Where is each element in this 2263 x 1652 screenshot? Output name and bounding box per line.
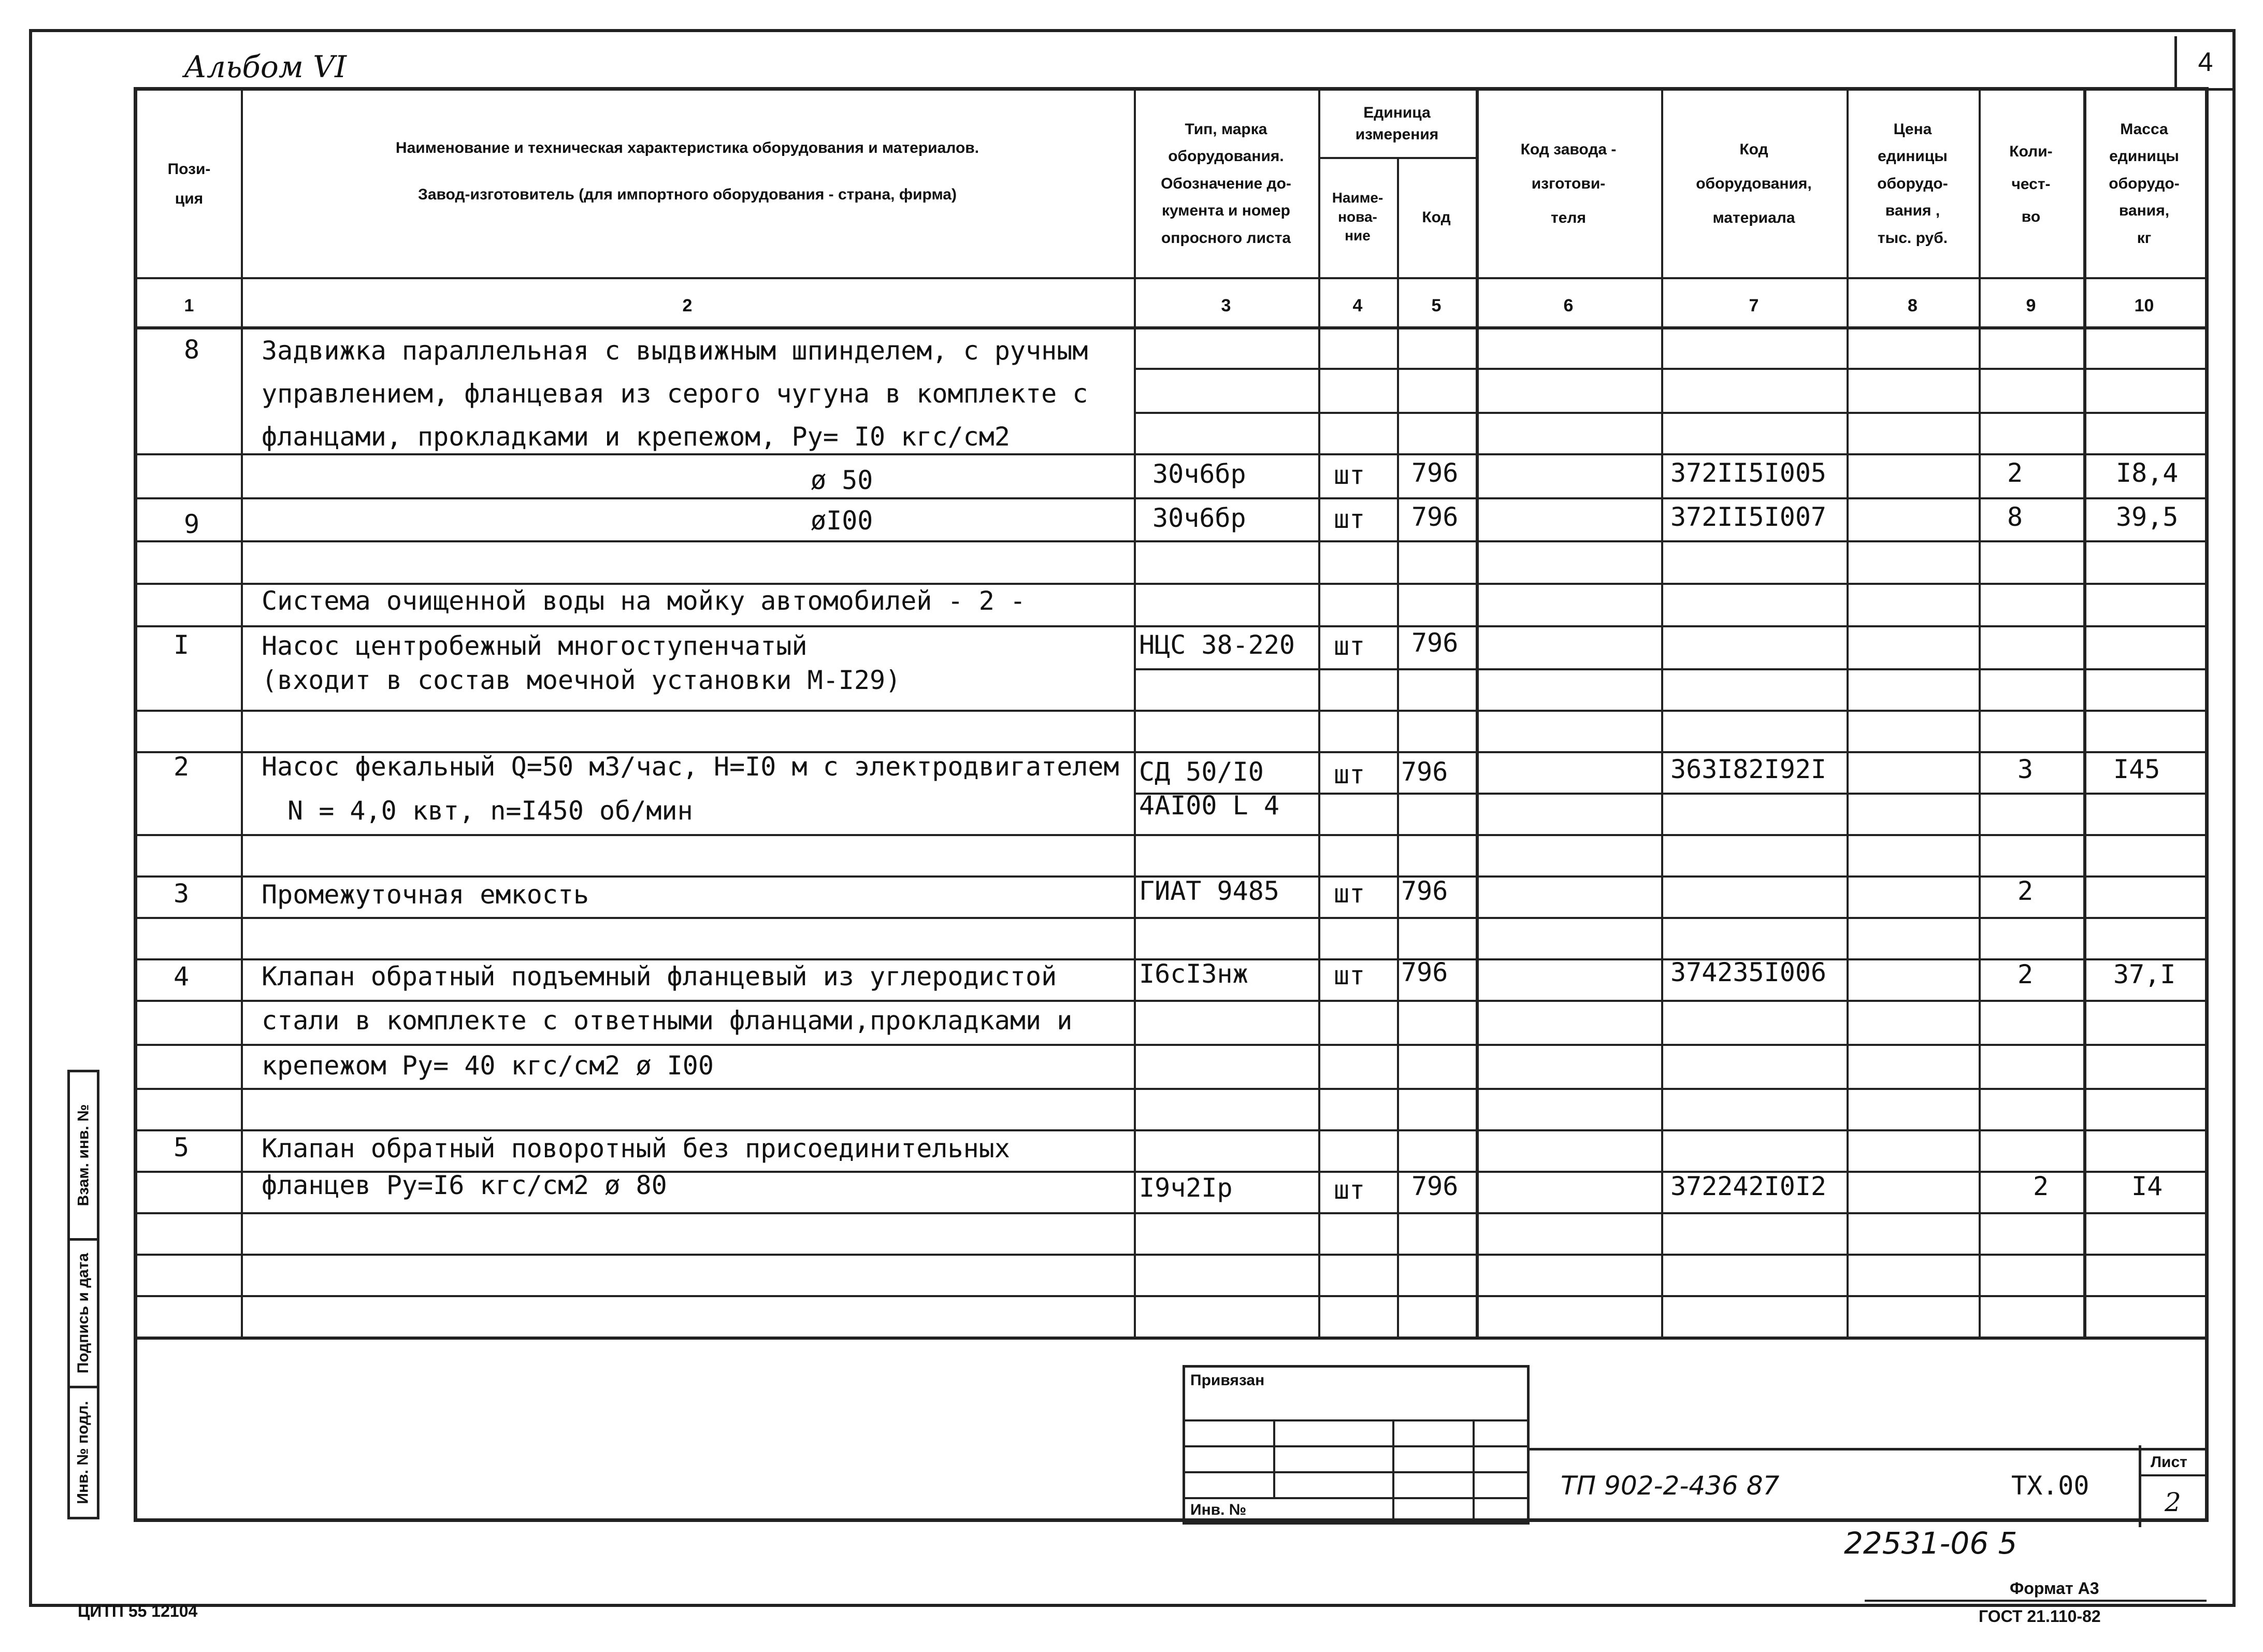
row-line bbox=[1134, 793, 2205, 795]
col-number: 4 bbox=[1352, 295, 1363, 315]
col-number: 3 bbox=[1221, 295, 1231, 315]
header-quantity: Коли- чест- во bbox=[2009, 142, 2053, 225]
row-code: 796 bbox=[1401, 876, 1448, 906]
side-stamp-replaced-inv bbox=[67, 1070, 99, 1241]
row-mass: I8,4 bbox=[2116, 458, 2179, 488]
side-stamp-label: Подпись и дата bbox=[75, 1253, 92, 1374]
row-code: 796 bbox=[1401, 957, 1448, 987]
document-code: ТП 902-2-436 87 bbox=[1561, 1471, 1780, 1501]
row-unit: шт bbox=[1334, 879, 1365, 909]
row-size: øI00 bbox=[811, 506, 873, 536]
row-unit: шт bbox=[1334, 759, 1365, 789]
stamp-line bbox=[1185, 1419, 1527, 1421]
format-label: Формат А3 bbox=[2010, 1579, 2099, 1598]
header-name-line1: Наименование и техническая характеристика оборудования и материалов. bbox=[395, 139, 979, 156]
row-eqcode: 372II5I005 bbox=[1670, 458, 1827, 488]
side-stamp-label: Инв. № подл. bbox=[75, 1401, 92, 1504]
stamp-sep bbox=[1473, 1419, 1475, 1523]
row-line bbox=[1134, 412, 2205, 414]
row-line bbox=[137, 497, 2205, 499]
row-name: Насос центробежный многоступенчатый bbox=[262, 631, 808, 661]
document-mark: ТХ.00 bbox=[2011, 1471, 2089, 1501]
stamp-line bbox=[1185, 1497, 1527, 1499]
row-position: 2 bbox=[174, 752, 190, 782]
stamp-sep bbox=[1392, 1419, 1394, 1523]
row-qty: 2 bbox=[2007, 458, 2023, 488]
col-number: 2 bbox=[682, 295, 693, 315]
stamp-sep bbox=[1273, 1419, 1275, 1497]
row-mass: 39,5 bbox=[2116, 502, 2179, 532]
row-position: 5 bbox=[174, 1132, 190, 1162]
row-qty: 2 bbox=[2033, 1171, 2049, 1201]
table-body-bottom bbox=[137, 1337, 2205, 1340]
row-line bbox=[137, 625, 2205, 627]
row-unit: шт bbox=[1334, 631, 1365, 661]
row-name: Клапан обратный поворотный без присоединительных bbox=[262, 1133, 1010, 1163]
header-unit-name: Наиме- нова- ние bbox=[1332, 190, 1383, 244]
col-number: 6 bbox=[1563, 295, 1574, 315]
row-qty: 2 bbox=[2017, 959, 2034, 989]
specification-table bbox=[134, 87, 2209, 1522]
row-line bbox=[137, 583, 2205, 585]
side-stamp-original-inv bbox=[67, 1386, 99, 1519]
row-name: крепежом Ру= 40 кгс/см2 ø I00 bbox=[262, 1051, 714, 1081]
stamp-line bbox=[1185, 1471, 1527, 1473]
row-type: 30ч6бр bbox=[1152, 459, 1246, 489]
row-name: Насос фекальный Q=50 м3/час, H=I0 м с электродвигателем bbox=[262, 752, 1119, 782]
header-price: Цена единицы оборудо- вания , тыс. руб. bbox=[1877, 120, 1948, 247]
stamp-line bbox=[1185, 1445, 1527, 1447]
row-position: I bbox=[174, 630, 190, 660]
row-type: 30ч6бр bbox=[1152, 503, 1246, 533]
row-name: управлением, фланцевая из серого чугуна в комплекте с bbox=[262, 379, 1088, 409]
row-line bbox=[137, 1044, 2205, 1046]
side-stamp-signature bbox=[67, 1238, 99, 1388]
row-position: 8 bbox=[184, 335, 200, 365]
col-sep bbox=[1397, 158, 1399, 1337]
row-type: СД 50/I0 bbox=[1139, 757, 1264, 787]
title-block bbox=[1530, 1448, 2205, 1525]
row-unit: шт bbox=[1334, 504, 1365, 534]
sheet-value: 2 bbox=[2165, 1487, 2181, 1517]
col-number: 9 bbox=[2026, 295, 2036, 315]
row-line bbox=[137, 1088, 2205, 1090]
row-type-motor: 4AI00 L 4 bbox=[1139, 791, 1279, 821]
row-code: 796 bbox=[1411, 458, 1459, 488]
row-eqcode: 372242I0I2 bbox=[1670, 1171, 1827, 1201]
row-line bbox=[137, 834, 2205, 836]
row-line bbox=[137, 1295, 2205, 1297]
row-line bbox=[137, 710, 2205, 712]
row-name: N = 4,0 квт, n=I450 об/мин bbox=[287, 796, 693, 826]
archive-number: 22531-06 5 bbox=[1844, 1526, 2017, 1561]
row-line bbox=[137, 917, 2205, 919]
row-name: (входит в состав моечной установки М-I29) bbox=[262, 665, 901, 695]
row-unit: шт bbox=[1334, 960, 1365, 990]
header-type: Тип, марка оборудования. Обозначение до- кумента и номер опросного листа bbox=[1161, 120, 1291, 247]
row-qty: 3 bbox=[2017, 754, 2034, 784]
row-name: Клапан обратный подъемный фланцевый из углеродистой bbox=[262, 961, 1057, 992]
row-type: I9ч2Iр bbox=[1139, 1173, 1233, 1203]
row-line bbox=[137, 1000, 2205, 1002]
header-unit-group: Единица измерения bbox=[1355, 104, 1439, 143]
row-size: ø 50 bbox=[811, 465, 873, 495]
row-position: 9 bbox=[184, 509, 200, 539]
header-name-line2: Завод-изготовитель (для импортного оборудования - страна, фирма) bbox=[418, 185, 957, 203]
row-code: 796 bbox=[1411, 502, 1459, 532]
gost-label: ГОСТ 21.110-82 bbox=[1979, 1607, 2101, 1626]
row-line bbox=[137, 1129, 2205, 1131]
row-line bbox=[137, 540, 2205, 542]
row-line bbox=[1134, 368, 2205, 370]
row-unit: шт bbox=[1334, 1175, 1365, 1205]
stamp-line bbox=[2141, 1474, 2205, 1476]
header-equipment-code: Код оборудования, материала bbox=[1696, 141, 1812, 226]
row-name: фланцами, прокладками и крепежом, Ру= I0 кгс/см2 bbox=[262, 422, 1010, 452]
row-position: 4 bbox=[174, 961, 190, 992]
row-line bbox=[137, 1212, 2205, 1214]
album-label: Альбом VI bbox=[184, 49, 347, 84]
header-unit-code: Код bbox=[1422, 208, 1451, 226]
col-number: 10 bbox=[2134, 295, 2154, 315]
row-name: фланцев Ру=I6 кгс/см2 ø 80 bbox=[262, 1170, 667, 1200]
sheet-box bbox=[2139, 1445, 2205, 1527]
footer-rule bbox=[1865, 1600, 2207, 1602]
row-line bbox=[137, 453, 2205, 455]
row-eqcode: 363I82I92I bbox=[1670, 754, 1827, 784]
header-bottom bbox=[137, 277, 2205, 279]
row-type: ГИАТ 9485 bbox=[1139, 876, 1279, 906]
row-name: стали в комплекте с ответными фланцами,прокладками и bbox=[262, 1005, 1073, 1036]
row-line bbox=[1134, 668, 2205, 670]
section-title: Система очищенной воды на мойку автомобилей - 2 - bbox=[262, 586, 1026, 616]
header-position: Пози- ция bbox=[167, 161, 211, 207]
row-qty: 8 bbox=[2007, 502, 2023, 532]
header-mass: Масса единицы оборудо- вания, кг bbox=[2109, 120, 2180, 247]
row-mass: I4 bbox=[2131, 1171, 2163, 1201]
row-type: НЦС 38-220 bbox=[1139, 630, 1295, 660]
col-number: 5 bbox=[1431, 295, 1442, 315]
side-stamp-label: Взам. инв. № bbox=[75, 1104, 92, 1206]
row-position: 3 bbox=[174, 879, 190, 909]
row-code: 796 bbox=[1401, 757, 1448, 787]
row-qty: 2 bbox=[2017, 876, 2034, 906]
row-name: Задвижка параллельная с выдвижным шпинделем, с ручным bbox=[262, 336, 1088, 366]
row-code: 796 bbox=[1411, 628, 1459, 658]
binding-label: Привязан bbox=[1190, 1372, 1265, 1389]
col-number: 7 bbox=[1749, 295, 1759, 315]
sheet-label: Лист bbox=[2151, 1454, 2187, 1471]
row-code: 796 bbox=[1411, 1171, 1459, 1201]
col-number: 8 bbox=[1908, 295, 1918, 315]
row-line bbox=[137, 1254, 2205, 1256]
row-type: I6cI3нж bbox=[1139, 959, 1248, 989]
row-eqcode: 372II5I007 bbox=[1670, 502, 1827, 532]
row-unit: шт bbox=[1334, 460, 1365, 490]
sheet-number: 4 bbox=[2174, 36, 2234, 91]
inv-number-label: Инв. № bbox=[1190, 1501, 1247, 1518]
binding-stamp bbox=[1183, 1365, 1530, 1525]
row-name: Промежуточная емкость bbox=[262, 880, 589, 910]
row-mass: 37,I bbox=[2113, 959, 2176, 989]
header-factory-code: Код завода - изготови- теля bbox=[1520, 141, 1617, 226]
tsitp-label: ЦИТП 55 12104 bbox=[78, 1602, 198, 1620]
row-mass: I45 bbox=[2113, 754, 2160, 784]
row-eqcode: 374235I006 bbox=[1670, 957, 1827, 987]
col-number: 1 bbox=[184, 295, 194, 315]
